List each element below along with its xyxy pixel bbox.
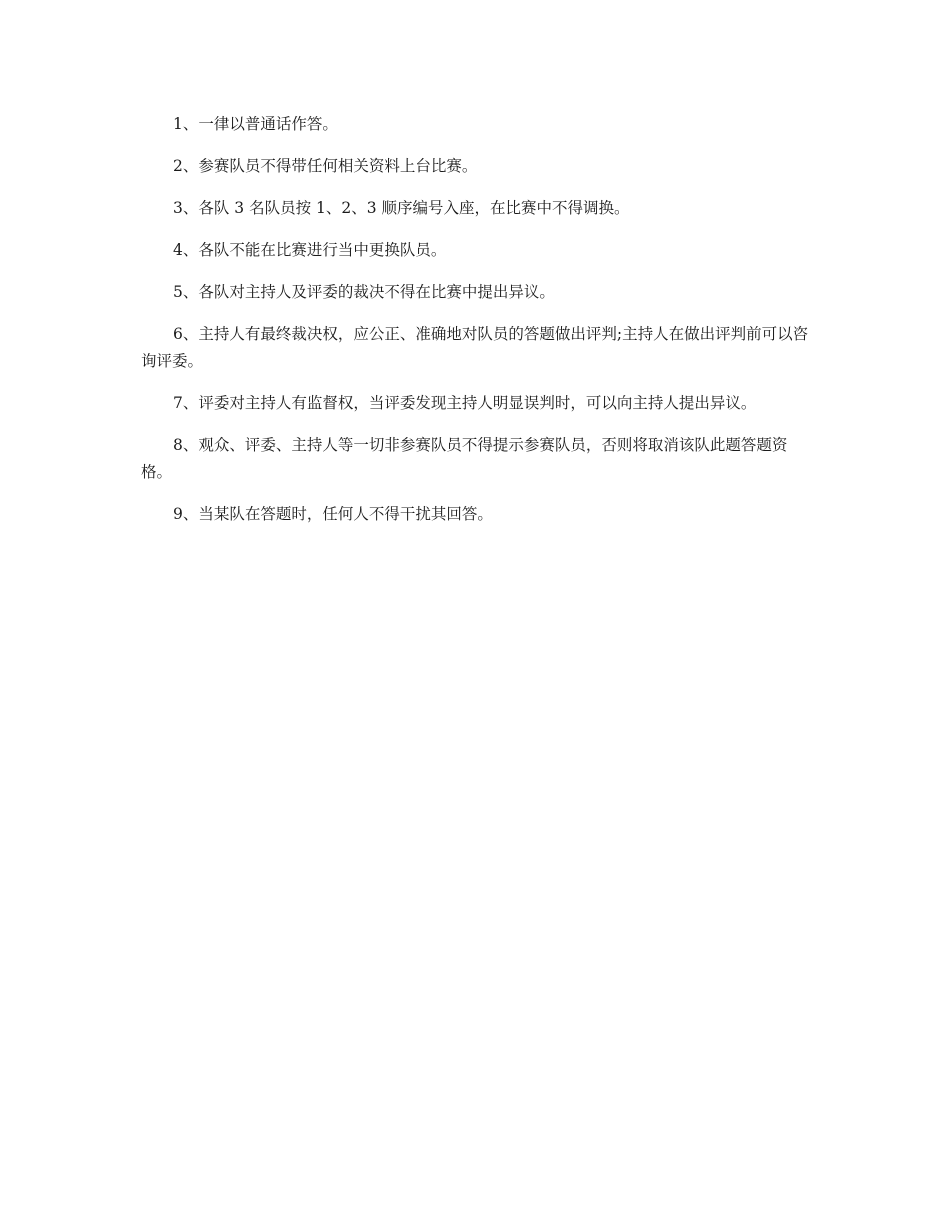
rules-list bbox=[141, 111, 809, 543]
rule-8: 8、观众、评委、主持人等一切非参赛队员不得提示参赛队员，否则将取消该队此题答题资格。 bbox=[141, 436, 788, 481]
rule-5: 5、各队对主持人及评委的裁决不得在比赛中提出异议。 bbox=[173, 283, 555, 301]
rule-9: 9、当某队在答题时，任何人不得干扰其回答。 bbox=[173, 505, 493, 523]
rule-7: 7、评委对主持人有监督权，当评委发现主持人明显误判时，可以向主持人提出异议。 bbox=[173, 394, 757, 412]
rule-1: 1、一律以普通话作答。 bbox=[173, 115, 338, 133]
rule-3: 3、各队 3 名队员按 1、2、3 顺序编号入座，在比赛中不得调换。 bbox=[173, 199, 630, 217]
rule-4: 4、各队不能在比赛进行当中更换队员。 bbox=[173, 241, 447, 259]
rule-6: 6、主持人有最终裁决权，应公正、准确地对队员的答题做出评判;主持人在做出评判前可以咨 询评委。 bbox=[141, 325, 809, 370]
rule-2: 2、参赛队员不得带任何相关资料上台比赛。 bbox=[173, 157, 478, 175]
